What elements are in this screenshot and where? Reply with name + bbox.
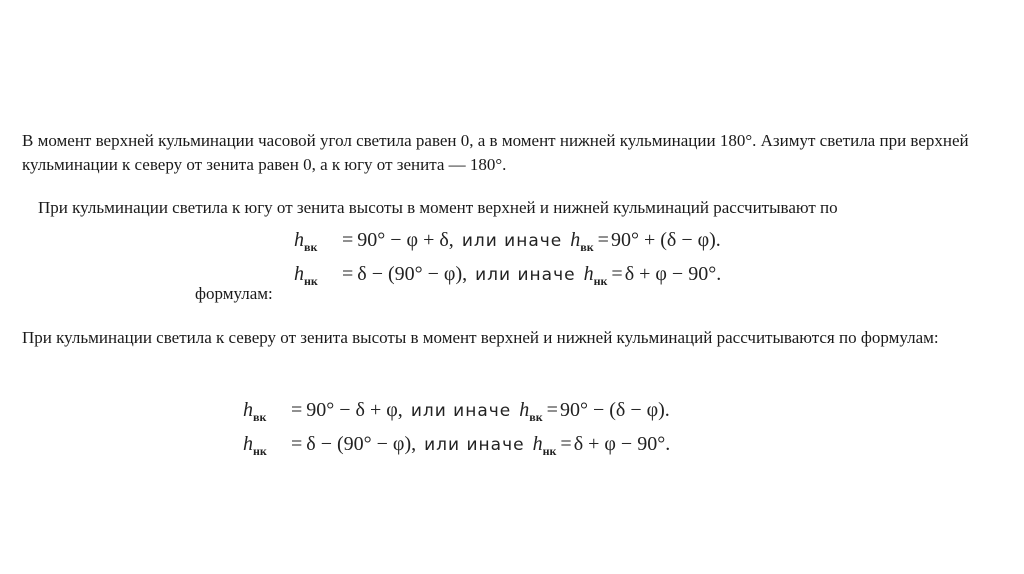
formula-row-lower-culmination-north — [243, 427, 803, 461]
formula-expression-alt: δ + φ − 90°. — [573, 433, 671, 455]
height-symbol: $h_{вк}$ — [294, 229, 318, 254]
paragraph-culmination-intro: В момент верхней кульминации часовой угол светила равен 0, а в момент нижней кульминации 180°. Азимут светила при верхней кульминации к северу от зенита равен 0, а к югу от зенита — 180°. — [22, 131, 969, 174]
equals-sign: = — [342, 263, 354, 285]
paragraph-south-culmination: При кульминации светила к югу от зенита высоты в момент верхней и нижней кульминаций рассчитывают по — [38, 198, 838, 217]
equals-sign: = — [611, 263, 623, 285]
formula-expression-alt: δ + φ − 90°. — [624, 263, 722, 285]
formula-connector: или иначе — [461, 231, 563, 251]
formula-expression: 90° − φ + δ, — [357, 229, 454, 251]
height-symbol: $h_{вк}$ — [243, 399, 267, 424]
formula-row-upper-culmination-north — [243, 393, 803, 427]
formula-connector: или иначе — [424, 435, 525, 455]
formula-connector: или иначе — [410, 401, 512, 421]
formula-row-lower-culmination-south — [294, 257, 854, 291]
equals-sign: = — [560, 433, 572, 455]
formula-expression: 90° − δ + φ, — [306, 399, 403, 421]
formula-expression: δ − (90° − φ), — [357, 263, 468, 285]
equals-sign: = — [291, 433, 303, 455]
height-symbol: $h_{нк}$ — [532, 433, 557, 458]
height-symbol: $h_{вк}$ — [570, 229, 594, 254]
height-symbol: $h_{нк}$ — [294, 263, 318, 288]
equals-sign: = — [597, 229, 609, 251]
formula-expression-alt: 90° − (δ − φ). — [559, 399, 670, 421]
formula-expression: δ − (90° − φ), — [306, 433, 417, 455]
equals-sign: = — [342, 229, 354, 251]
formula-expression-alt: 90° + (δ − φ). — [610, 229, 721, 251]
formula-row-upper-culmination-south — [294, 223, 854, 257]
formula-image-south — [294, 223, 854, 299]
height-symbol: $h_{нк}$ — [583, 263, 608, 288]
equals-sign: = — [546, 399, 558, 421]
height-symbol: $h_{нк}$ — [243, 433, 267, 458]
equals-sign: = — [291, 399, 303, 421]
height-symbol: $h_{вк}$ — [519, 399, 543, 424]
formula-connector: или иначе — [475, 265, 576, 285]
formula-label: формулам: — [195, 284, 273, 303]
paragraph-north-culmination: При кульминации светила к северу от зенита высоты в момент верхней и нижней кульминаций рассчитываются по формулам: — [22, 328, 939, 347]
formula-image-north — [243, 393, 803, 463]
